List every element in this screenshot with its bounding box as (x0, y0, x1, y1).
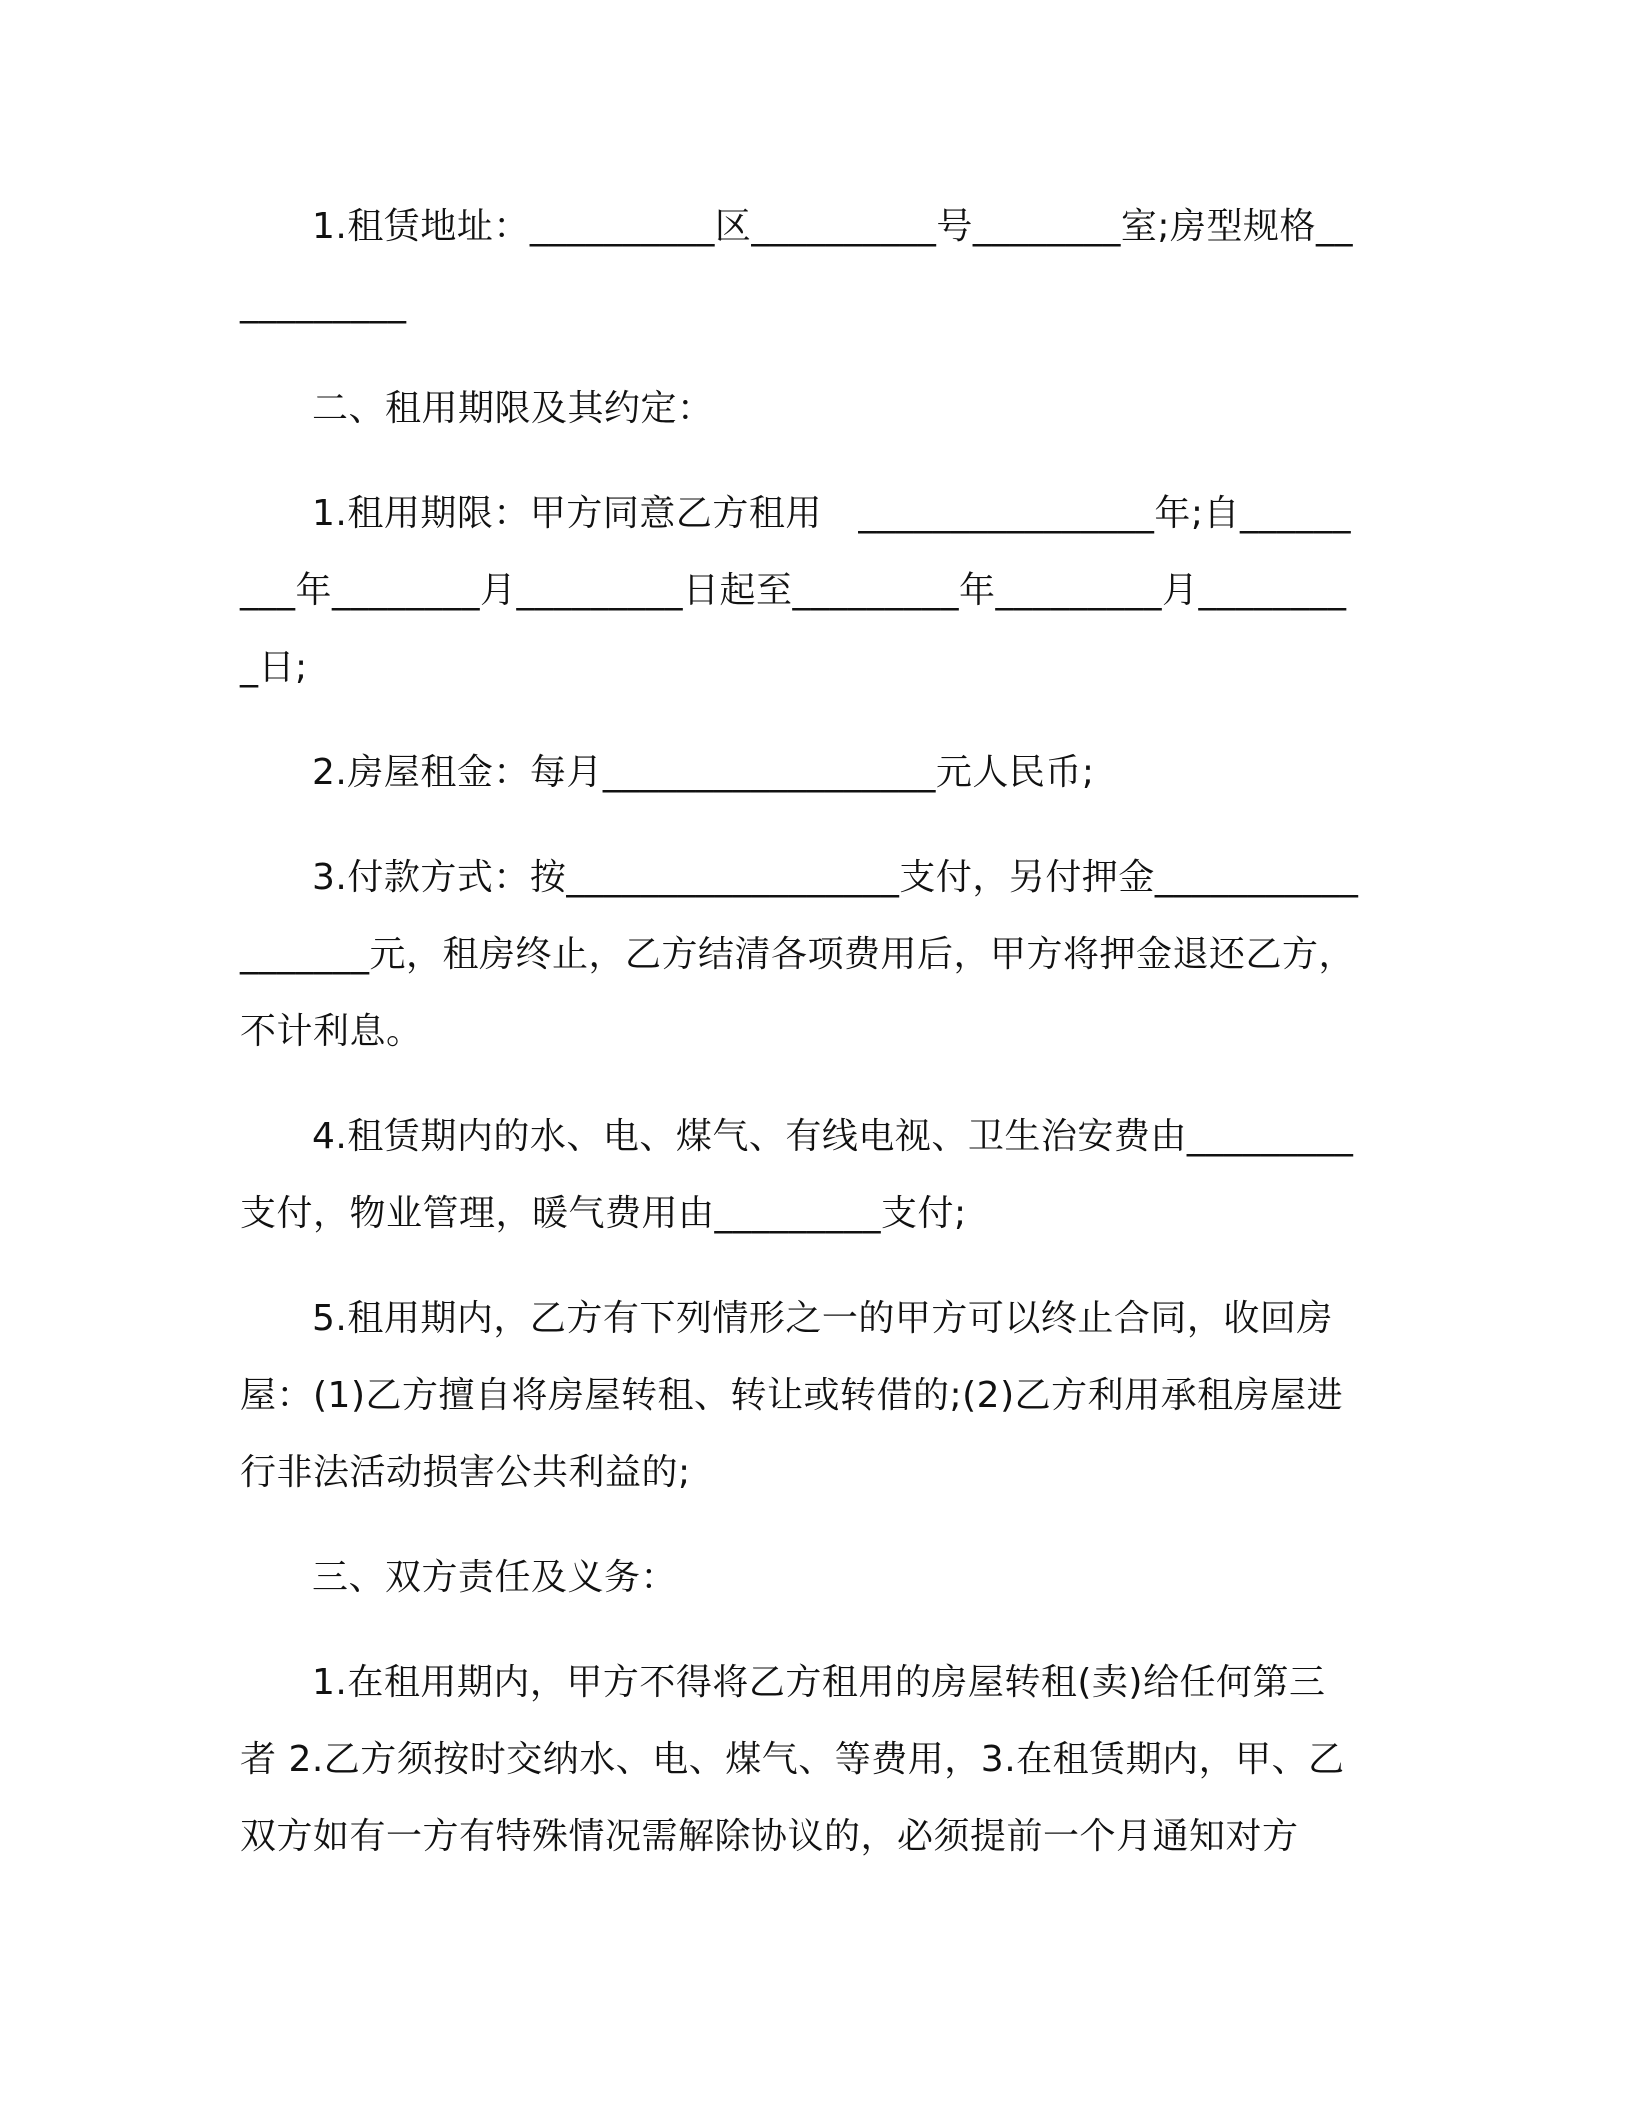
section-heading-responsibilities: 三、双方责任及义务： (312, 1557, 678, 1598)
clause-rental-address: 1.租赁地址：__________区__________号________室;房型规格___________ (240, 206, 1353, 324)
section-heading-lease-term: 二、租用期限及其约定： (312, 388, 714, 429)
clause-payment-method: 3.付款方式：按__________________支付，另付押金__________________元，租房终止，乙方结清各项费用后，甲方将押金退还乙方，不计利息。 (240, 857, 1359, 1052)
clause-utilities: 4.租赁期内的水、电、煤气、有线电视、卫生治安费由_________支付，物业管理，暖气费用由_________支付; (240, 1116, 1354, 1234)
clause-termination: 5.租用期内，乙方有下列情形之一的甲方可以终止合同，收回房屋：(1)乙方擅自将房屋转租、转让或转借的;(2)乙方利用承租房屋进行非法活动损害公共利益的; (240, 1298, 1344, 1493)
clause-obligations: 1.在租用期内，甲方不得将乙方租用的房屋转租(卖)给任何第三者 2.乙方须按时交纳水、电、煤气、等费用，3.在租赁期内，甲、乙双方如有一方有特殊情况需解除协议的，必须提前一个月通知对方 (240, 1662, 1345, 1857)
document-body (240, 188, 1360, 1903)
clause-rent: 2.房屋租金：每月__________________元人民币; (312, 752, 1095, 793)
clause-lease-period: 1.租用期限：甲方同意乙方租用 ________________年;自_________年________月_________日起至_________年_________月_________日; (240, 493, 1351, 688)
